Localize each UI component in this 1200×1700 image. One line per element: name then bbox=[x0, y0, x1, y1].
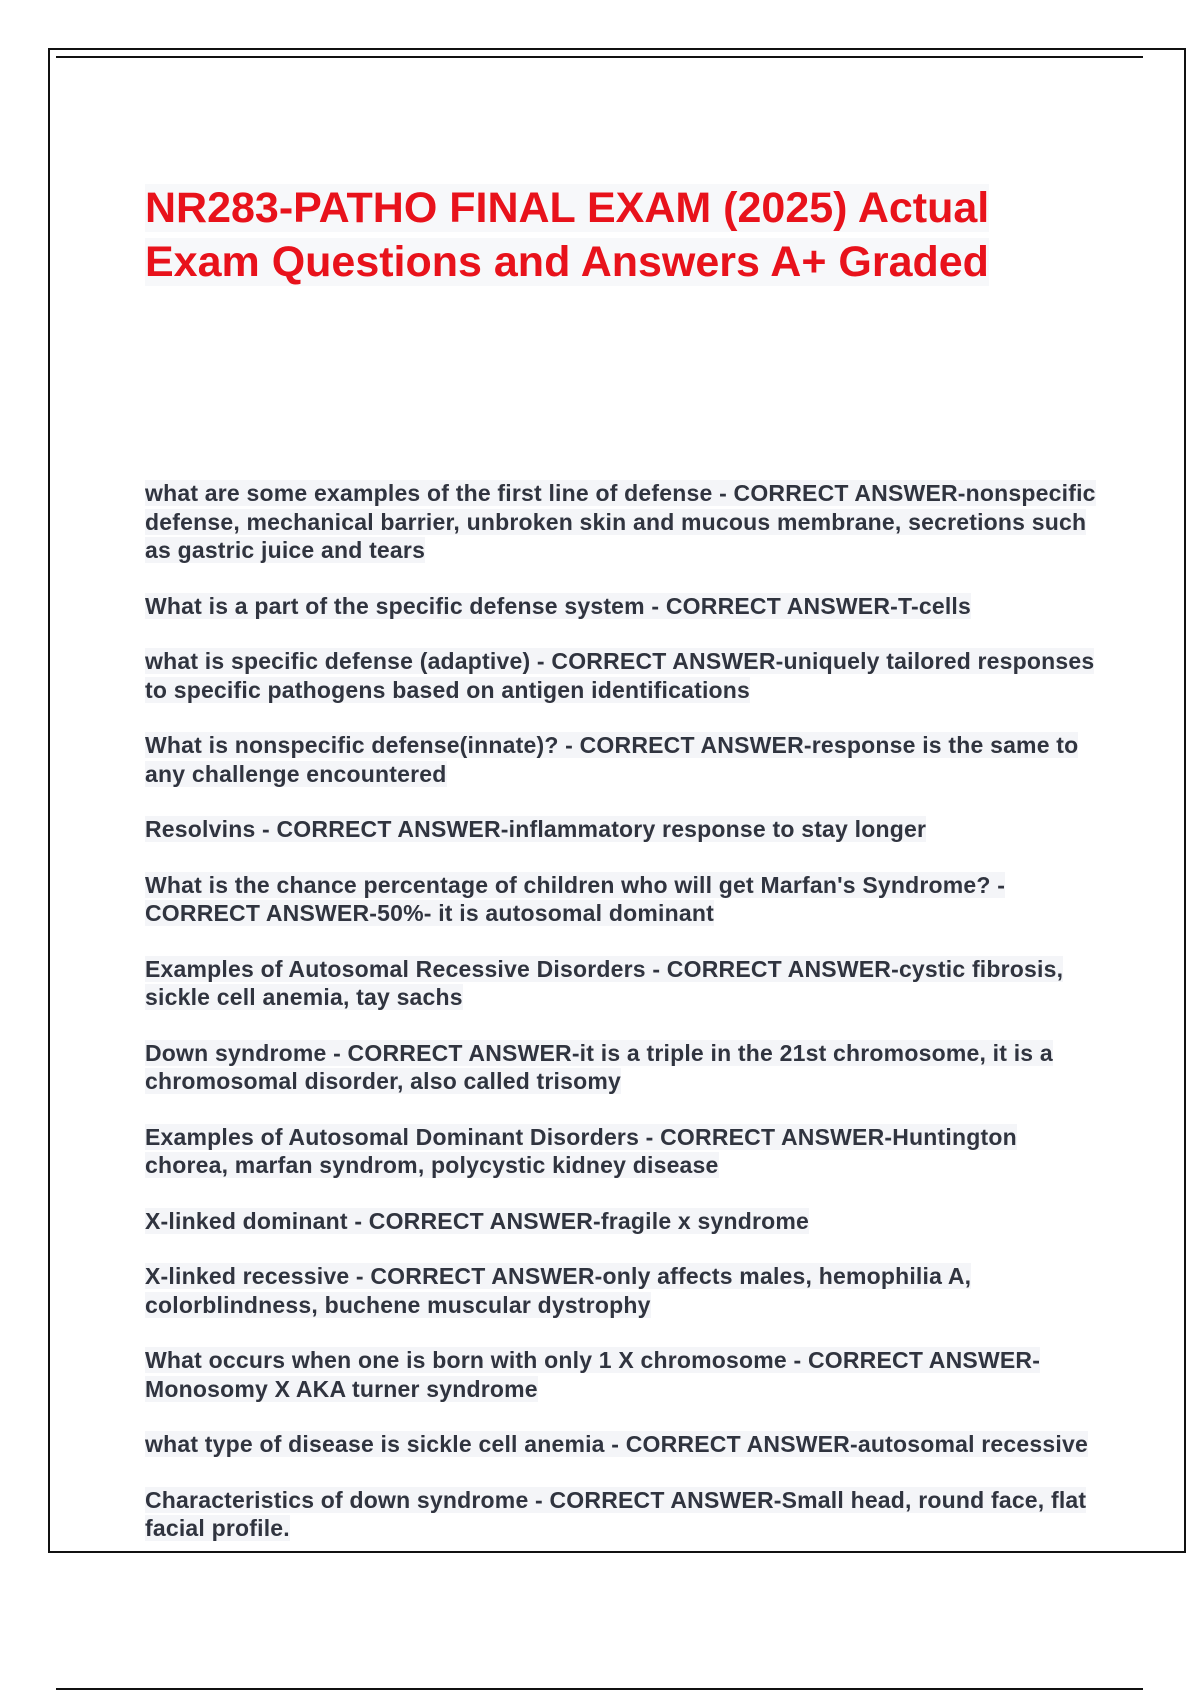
qa-item-2: What is a part of the specific defense system - CORRECT ANSWER-T-cells bbox=[145, 592, 971, 619]
qa-item-12: What occurs when one is born with only 1 X chromosome - CORRECT ANSWER-Monosomy X AKA turner syndrome bbox=[145, 1347, 1041, 1402]
qa-item-6: What is the chance percentage of children who will get Marfan's Syndrome? - CORRECT ANSWER-50%- it is autosomal dominant bbox=[145, 871, 1006, 926]
qa-item-4: What is nonspecific defense(innate)? - CORRECT ANSWER-response is the same to any challenge encountered bbox=[145, 732, 1079, 787]
bottom-rule bbox=[56, 1688, 1143, 1690]
document-title: NR283-PATHO FINAL EXAM (2025) Actual Exam Questions and Answers A+ Graded bbox=[145, 184, 990, 286]
qa-item-8: Down syndrome - CORRECT ANSWER-it is a triple in the 21st chromosome, it is a chromosomal disorder, also called trisomy bbox=[145, 1039, 1053, 1094]
qa-item-7: Examples of Autosomal Recessive Disorders - CORRECT ANSWER-cystic fibrosis, sickle cell anemia, tay sachs bbox=[145, 955, 1064, 1010]
qa-item-13: what type of disease is sickle cell anemia - CORRECT ANSWER-autosomal recessive bbox=[145, 1431, 1088, 1457]
qa-item-1: what are some examples of the first line of defense - CORRECT ANSWER-nonspecific defense, mechanical barrier, unbroken skin and mucous membrane, secretions such as gastric juice and tears bbox=[145, 480, 1096, 563]
qa-item-10: X-linked dominant - CORRECT ANSWER-fragile x syndrome bbox=[145, 1207, 810, 1234]
qa-item-5: Resolvins - CORRECT ANSWER-inflammatory response to stay longer bbox=[145, 816, 927, 842]
qa-item-14: Characteristics of down syndrome - CORRECT ANSWER-Small head, round face, flat facial profile. bbox=[145, 1486, 1087, 1541]
top-rule bbox=[56, 56, 1143, 58]
qa-item-9: Examples of Autosomal Dominant Disorders - CORRECT ANSWER-Huntington chorea, marfan syndrom, polycystic kidney disease bbox=[145, 1123, 1017, 1178]
qa-list bbox=[145, 479, 1105, 1570]
qa-item-3: what is specific defense (adaptive) - CORRECT ANSWER-uniquely tailored responses to specific pathogens based on antigen identifications bbox=[145, 648, 1095, 703]
qa-item-11: X-linked recessive - CORRECT ANSWER-only affects males, hemophilia A, colorblindness, buchene muscular dystrophy bbox=[145, 1263, 972, 1318]
